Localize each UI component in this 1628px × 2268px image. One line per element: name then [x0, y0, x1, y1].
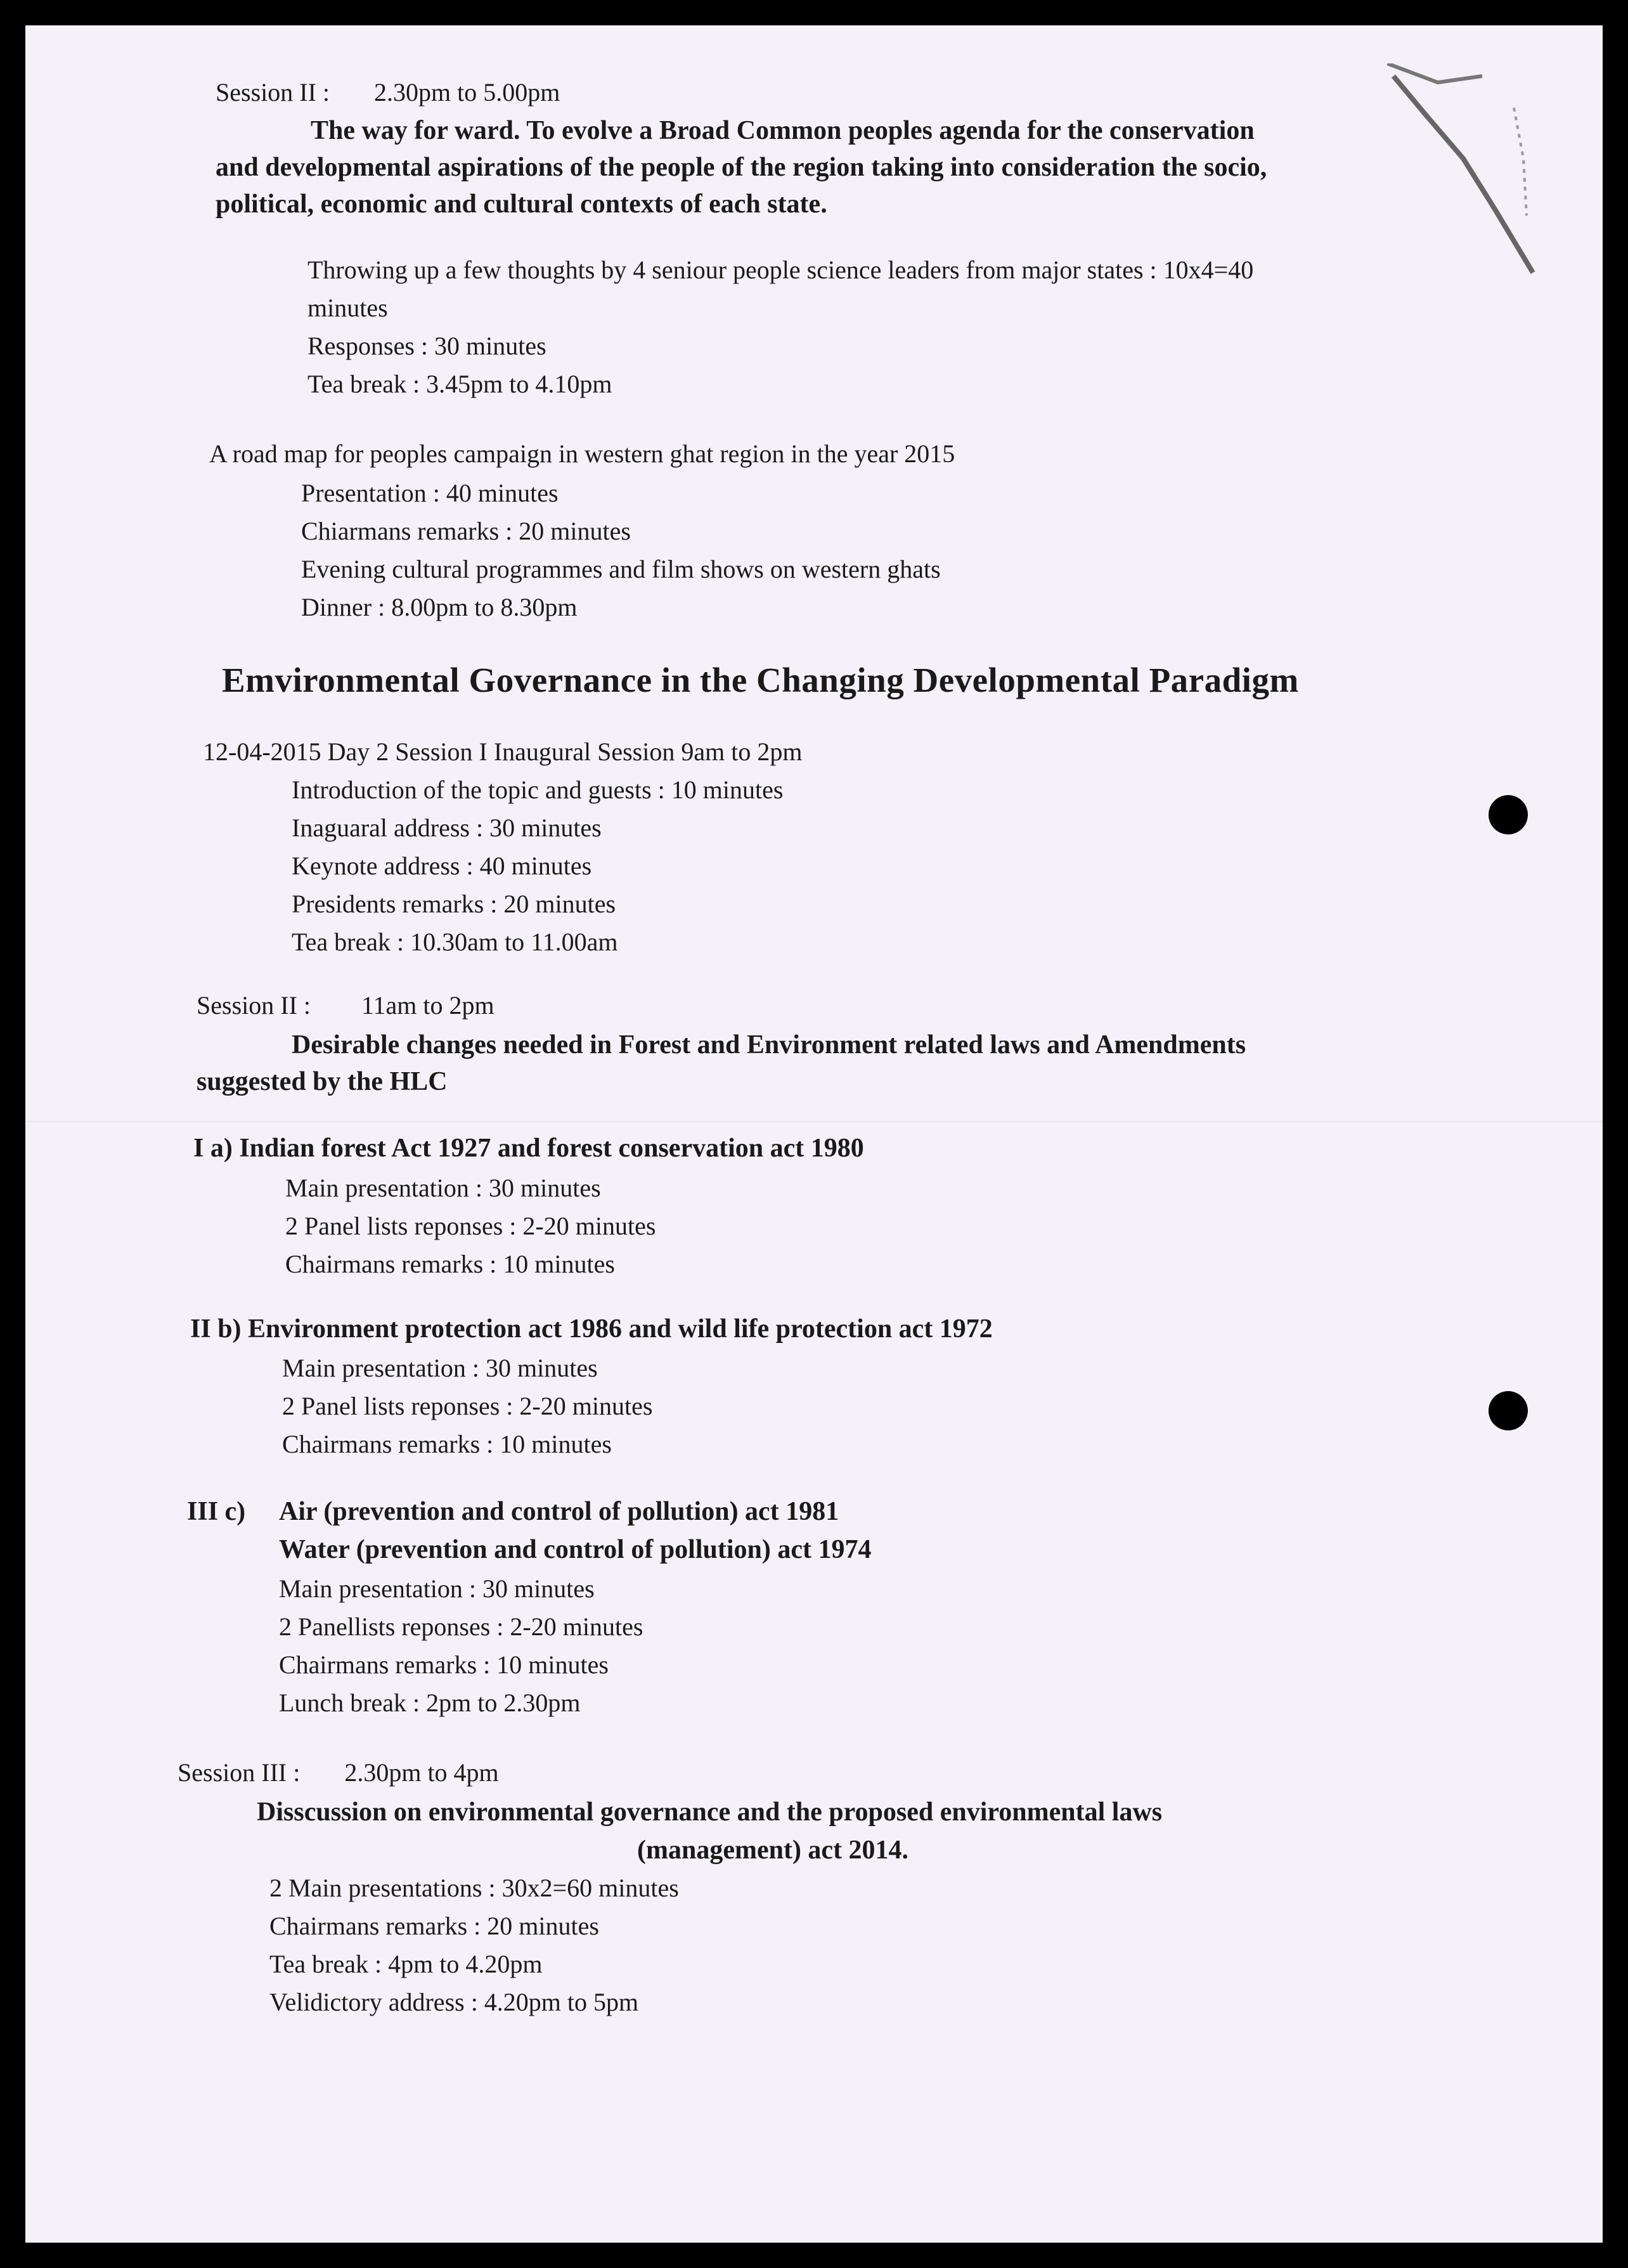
agenda-item: Throwing up a few thoughts by 4 seniour people science leaders from major states : 10x4=40 [307, 256, 1254, 284]
agenda-item: Evening cultural programmes and film shows on western ghats [301, 555, 941, 583]
agenda-item: Chairmans remarks : 10 minutes [282, 1430, 612, 1458]
corner-scribble-mark [1387, 63, 1539, 279]
subsection-title: II b) Environment protection act 1986 and wild life protection act 1972 [190, 1314, 993, 1344]
subsection-label: III c) [187, 1497, 246, 1526]
session-label-line [197, 989, 494, 1022]
agenda-item: Presentation : 40 minutes [301, 479, 559, 507]
agenda-item: Tea break : 4pm to 4.20pm [269, 1950, 543, 1978]
agenda-item: Dinner : 8.00pm to 8.30pm [301, 593, 578, 621]
agenda-item: Keynote address : 40 minutes [292, 852, 592, 880]
session-label: Session III : [178, 1758, 300, 1787]
agenda-item: 2 Panel lists reponses : 2-20 minutes [282, 1392, 653, 1420]
session-title-line: Desirable changes needed in Forest and Environment related laws and Amendments [292, 1030, 1246, 1059]
session-label: Session II : [197, 991, 311, 1020]
subsection-title-line: Water (prevention and control of pollution) act 1974 [279, 1535, 872, 1564]
agenda-item: Main presentation : 30 minutes [282, 1354, 598, 1382]
subsection-title-line: Air (prevention and control of pollution) act 1981 [279, 1497, 839, 1526]
agenda-item: 2 Panel lists reponses : 2-20 minutes [285, 1212, 656, 1240]
session-label-line [178, 1756, 499, 1789]
agenda-item: Main presentation : 30 minutes [279, 1574, 595, 1603]
session-title-line: and developmental aspirations of the people of the region taking into consideration the socio, [216, 153, 1267, 182]
session-title-line: political, economic and cultural contexts of each state. [216, 190, 827, 219]
agenda-item: Chairmans remarks : 10 minutes [285, 1250, 615, 1278]
agenda-item: Lunch break : 2pm to 2.30pm [279, 1688, 581, 1717]
agenda-item: Chiarmans remarks : 20 minutes [301, 517, 631, 545]
session-time: 11am to 2pm [361, 991, 494, 1020]
roadmap-title: A road map for peoples campaign in western ghat region in the year 2015 [209, 439, 955, 468]
document-page [25, 25, 1603, 2243]
session-title-line: The way for ward. To evolve a Broad Common peoples agenda for the conservation [311, 116, 1255, 145]
agenda-item: Chairmans remarks : 10 minutes [279, 1650, 609, 1679]
agenda-item: minutes [307, 294, 388, 322]
agenda-item: Velidictory address : 4.20pm to 5pm [269, 1988, 639, 2016]
session-title-line: suggested by the HLC [197, 1067, 448, 1096]
fold-crease [25, 1121, 1603, 1124]
agenda-item: Inaguaral address : 30 minutes [292, 813, 602, 842]
agenda-item: Main presentation : 30 minutes [285, 1174, 601, 1202]
punch-hole [1489, 1391, 1528, 1430]
session-time: 2.30pm to 5.00pm [374, 78, 560, 107]
page-heading: Emvironmental Governance in the Changing Developmental Paradigm [222, 661, 1299, 699]
session-label: Session II : [216, 78, 330, 107]
agenda-item: Presidents remarks : 20 minutes [292, 890, 616, 918]
agenda-item: Tea break : 10.30am to 11.00am [292, 928, 618, 956]
agenda-item: Tea break : 3.45pm to 4.10pm [307, 370, 612, 398]
agenda-item: Responses : 30 minutes [307, 332, 546, 360]
subsection-title: I a) Indian forest Act 1927 and forest conservation act 1980 [193, 1134, 864, 1163]
session-title-line: Disscussion on environmental governance and the proposed environmental laws [257, 1798, 1163, 1827]
session-title: 12-04-2015 Day 2 Session I Inaugural Session 9am to 2pm [203, 737, 803, 766]
punch-hole [1489, 795, 1528, 834]
agenda-item: 2 Main presentations : 30x2=60 minutes [269, 1874, 679, 1902]
agenda-item: Introduction of the topic and guests : 10 minutes [292, 775, 784, 804]
session-title-line: (management) act 2014. [637, 1836, 909, 1865]
session-time: 2.30pm to 4pm [344, 1758, 499, 1787]
session-label-line [216, 76, 560, 109]
agenda-item: Chairmans remarks : 20 minutes [269, 1912, 599, 1940]
agenda-item: 2 Panellists reponses : 2-20 minutes [279, 1612, 643, 1641]
